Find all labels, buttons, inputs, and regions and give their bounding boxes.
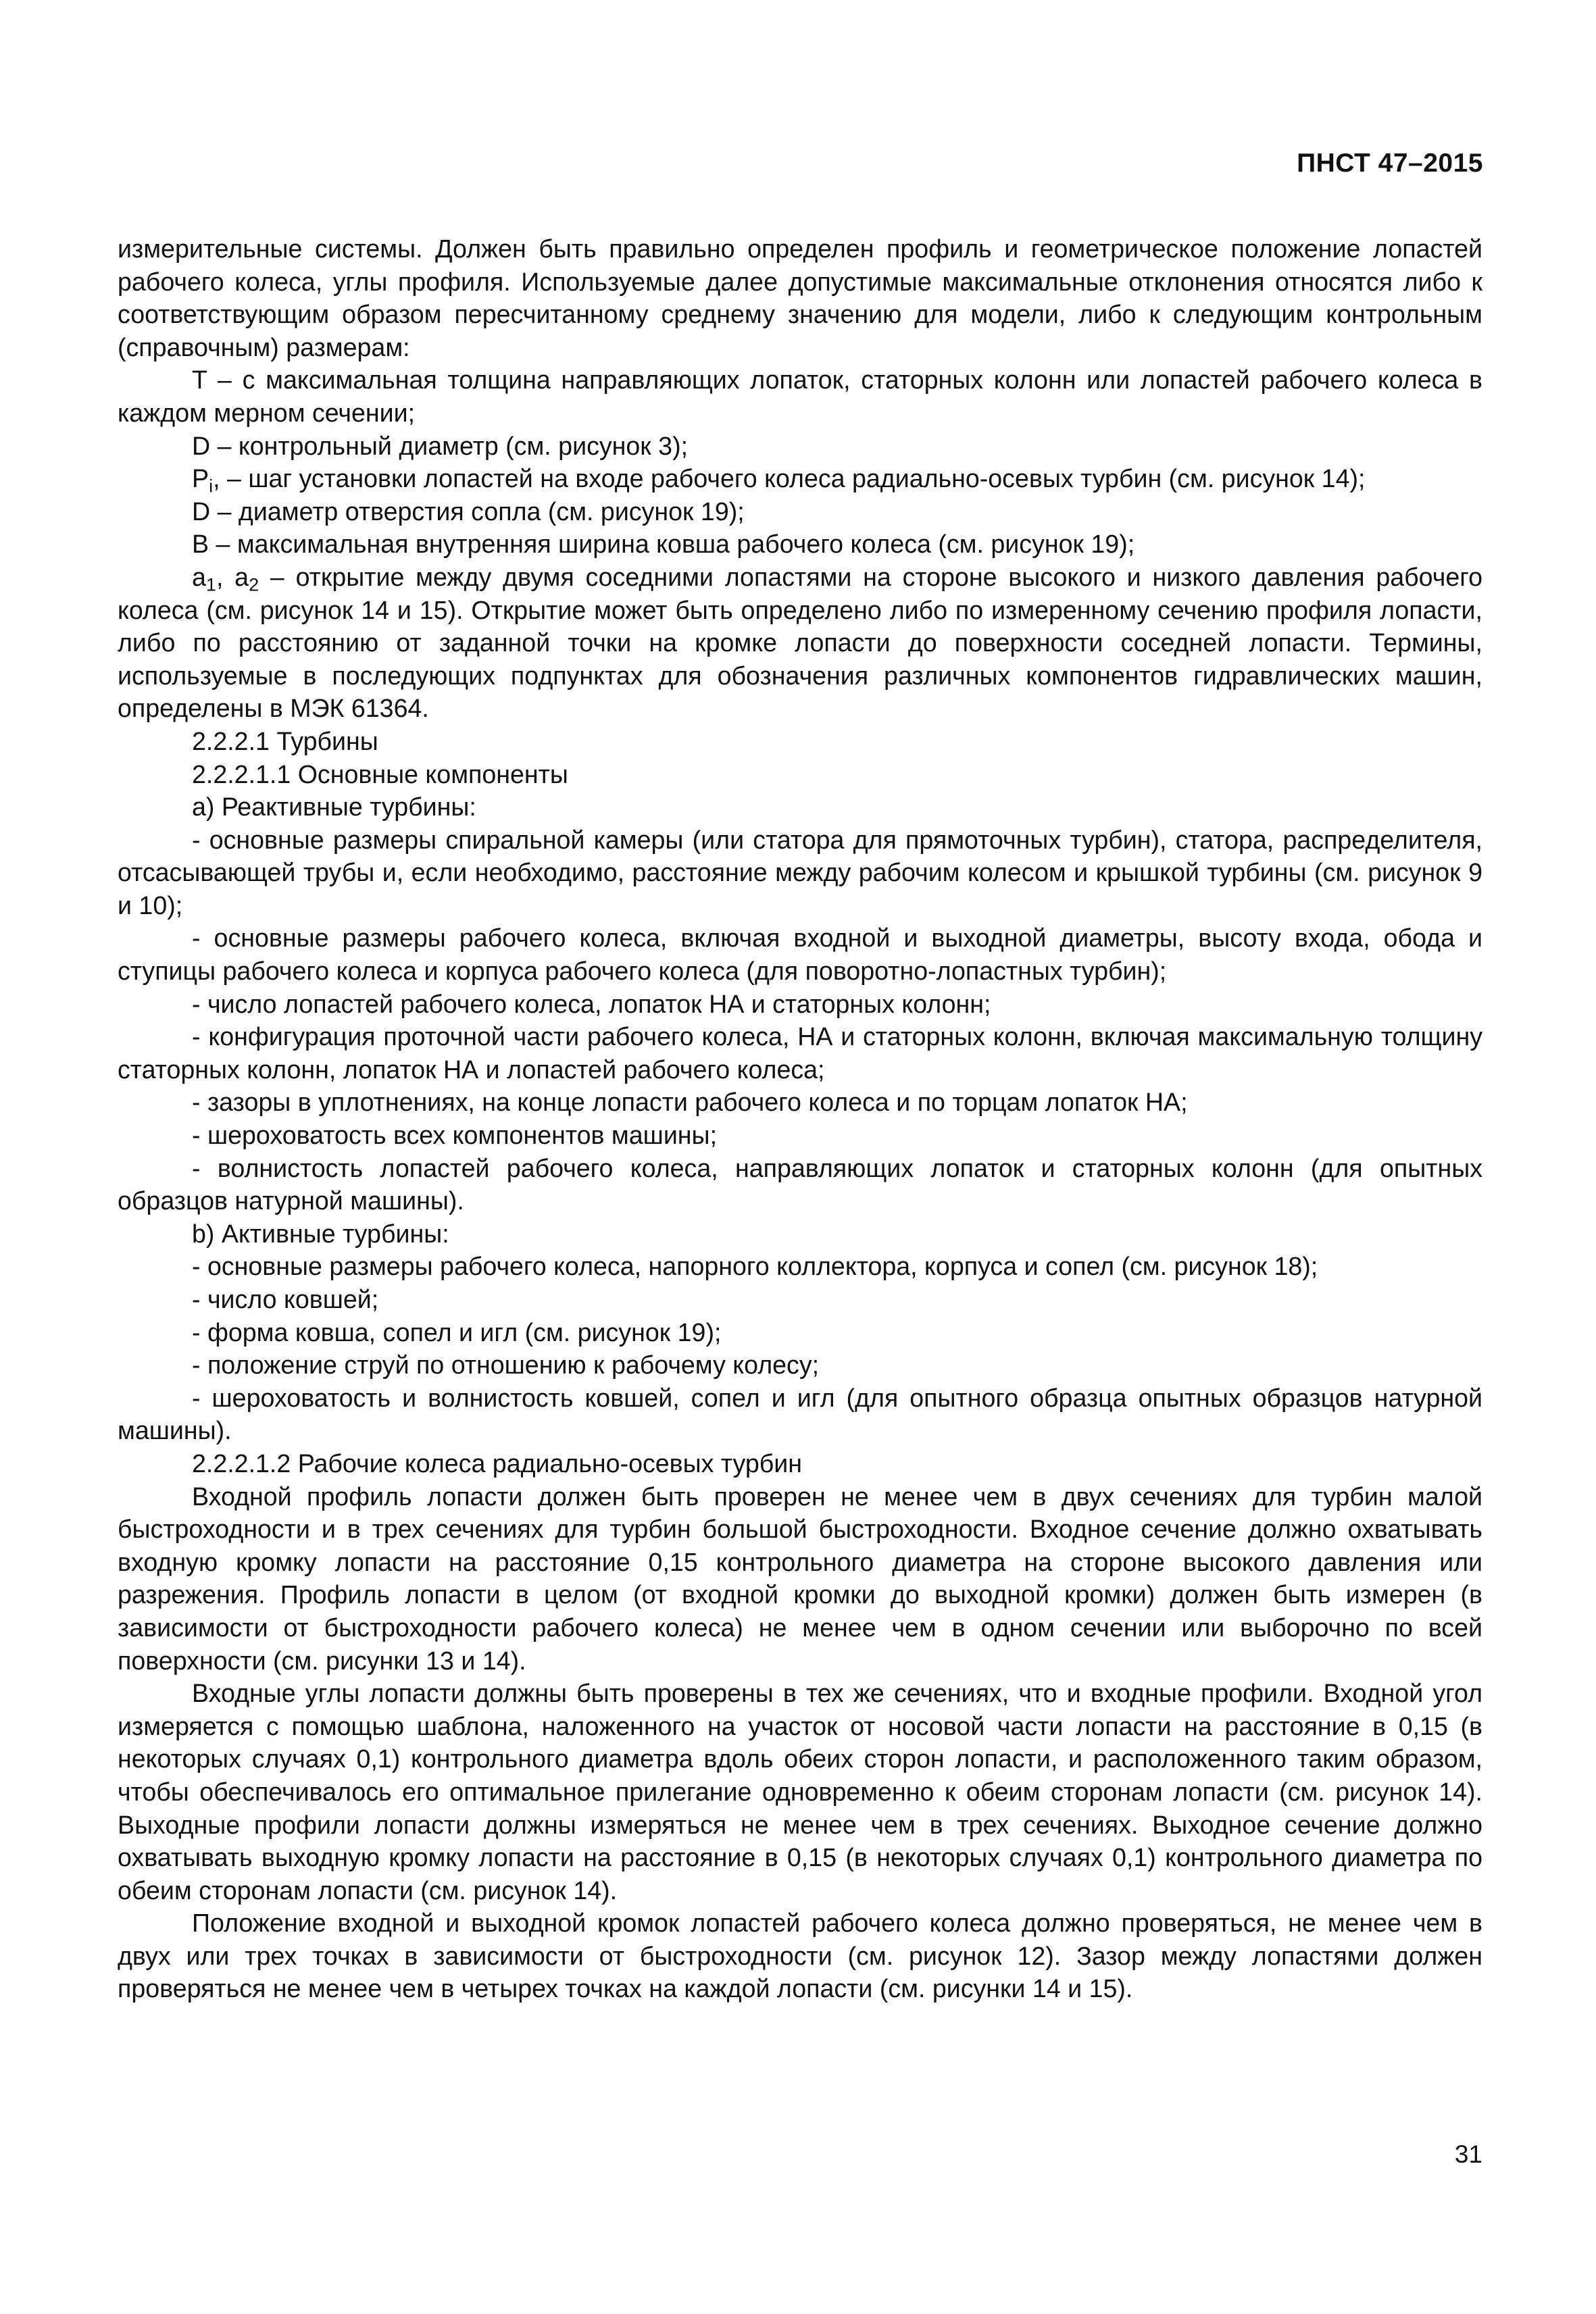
page-number: 31 [1454,2140,1482,2168]
paragraph: T – с максимальная толщина направляющих лопаток, статорных колонн или лопастей рабочего колеса в каждом мерном сечении; [118,366,1482,427]
paragraph: Входной профиль лопасти должен быть проверен не менее чем в двух сечениях для турбин малой быстроходности и в трех сечениях для турбин большой быстроходности. Входное сечение должно охватывать входную кромку лопасти на расстояние 0,15 контрольного диаметра на стороне высокого давления или разрежения. Профиль лопасти в целом (от входной кромки до выходной кромки) должен быть измерен (в зависимости от быстроходности рабочего колеса) не менее чем в одном сечении или выборочно по всей поверхности (см. рисунки 13 и 14). [118,1482,1482,1675]
document-code-header: ПНСТ 47–2015 [1297,149,1483,178]
list-item: - шероховатость и волнистость ковшей, сопел и игл (для опытного образца опытных образцов натурной машины). [118,1383,1482,1445]
section-heading: 2.2.2.1.1 Основные компоненты [192,759,568,788]
paragraph: Положение входной и выходной кромок лопастей рабочего колеса должно проверяться, не менее чем в двух или трех точках в зависимости от быстроходности (см. рисунок 12). Зазор между лопастями должен проверяться не менее чем в четырех точках на каждой лопасти (см. рисунки 14 и 15). [118,1909,1482,2003]
list-item: - волнистость лопастей рабочего колеса, направляющих лопаток и статорных колонн (для опытных образцов натурной машины). [118,1153,1482,1215]
paragraph: D – контрольный диаметр (см. рисунок 3); [192,431,689,460]
paragraph [118,561,1482,725]
paragraph [118,462,1482,495]
paragraph-text: , – шаг установки лопастей на входе рабочего колеса радиально-осевых турбин (см. рисунок 14); [213,464,1366,493]
body-text [118,232,1482,2005]
symbol: , a [216,562,249,591]
section-heading: 2.2.2.1.2 Рабочие колеса радиально-осевых турбин [192,1449,803,1478]
subscript: 2 [249,574,259,595]
paragraph: Входные углы лопасти должны быть проверены в тех же сечениях, что и входные профили. Входной угол измеряется с помощью шаблона, наложенного на участок от носовой части лопасти на расстояние в 0,15 (в некоторых случаях 0,1) контрольного диаметра вдоль обеих сторон лопасти, и расположенного таким образом, чтобы обеспечивалось его оптимальное прилегание одновременно к обеим сторонам лопасти (см. рисунок 14). Выходные профили лопасти должны измеряться не менее чем в трех сечениях. Выходное сечение должно охватывать выходную кромку лопасти на расстояние в 0,15 (в некоторых случаях 0,1) контрольного диаметра по обеим сторонам лопасти (см. рисунок 14). [118,1679,1482,1905]
paragraph: измерительные системы. Должен быть правильно определен профиль и геометрическое положение лопастей рабочего колеса, углы профиля. Используемые далее допустимые максимальные отклонения относятся либо к соответствующим образом пересчитанному среднему значению для модели, либо к следующим контрольным (справочным) размерам: [118,234,1482,361]
subscript: 1 [205,574,216,595]
list-item: - положение струй по отношению к рабочему колесу; [192,1351,820,1380]
subscript: i [209,475,214,497]
symbol: a [192,562,206,591]
list-item: - форма ковша, сопел и игл (см. рисунок 19); [192,1317,722,1347]
paragraph-text: – открытие между двумя соседними лопастями на стороне высокого и низкого давления рабочего колеса (см. рисунок 14 и 15). Открытие может быть определено либо по измеренному сечению профиля лопасти, либо по расстоянию от заданной точки на кромке лопасти до поверхности соседней лопасти. Термины, используемые в последующих подпунктах для обозначения различных компонентов гидравлических машин, определены в МЭК 61364. [118,562,1483,723]
list-heading: a) Реактивные турбины: [192,793,476,822]
list-item: - основные размеры спиральной камеры (или статора для прямоточных турбин), статора, распределителя, отсасывающей трубы и, если необходимо, расстояние между рабочим колесом и крышкой турбины (см. рисунок 9 и 10); [118,825,1482,920]
section-heading: 2.2.2.1 Турбины [192,726,378,755]
list-item: - основные размеры рабочего колеса, напорного коллектора, корпуса и сопел (см. рисунок 18); [192,1252,1318,1281]
paragraph: B – максимальная внутренняя ширина ковша рабочего колеса (см. рисунок 19); [192,530,1135,559]
list-heading: b) Активные турбины: [192,1219,449,1248]
symbol: P [192,464,209,493]
list-item: - зазоры в уплотнениях, на конце лопасти рабочего колеса и по торцам лопаток НА; [192,1088,1188,1117]
list-item: - число ковшей; [192,1285,379,1313]
list-item: - основные размеры рабочего колеса, включая входной и выходной диаметры, высоту входа, обода и ступицы рабочего колеса и корпуса рабочего колеса (для поворотно-лопастных турбин); [118,924,1482,986]
paragraph: D – диаметр отверстия сопла (см. рисунок 19); [192,497,745,526]
list-item: - число лопастей рабочего колеса, лопаток НА и статорных колонн; [192,989,991,1018]
list-item: - конфигурация проточной части рабочего колеса, НА и статорных колонн, включая максимальную толщину статорных колонн, лопаток НА и лопастей рабочего колеса; [118,1022,1482,1084]
list-item: - шероховатость всех компонентов машины; [192,1121,718,1150]
